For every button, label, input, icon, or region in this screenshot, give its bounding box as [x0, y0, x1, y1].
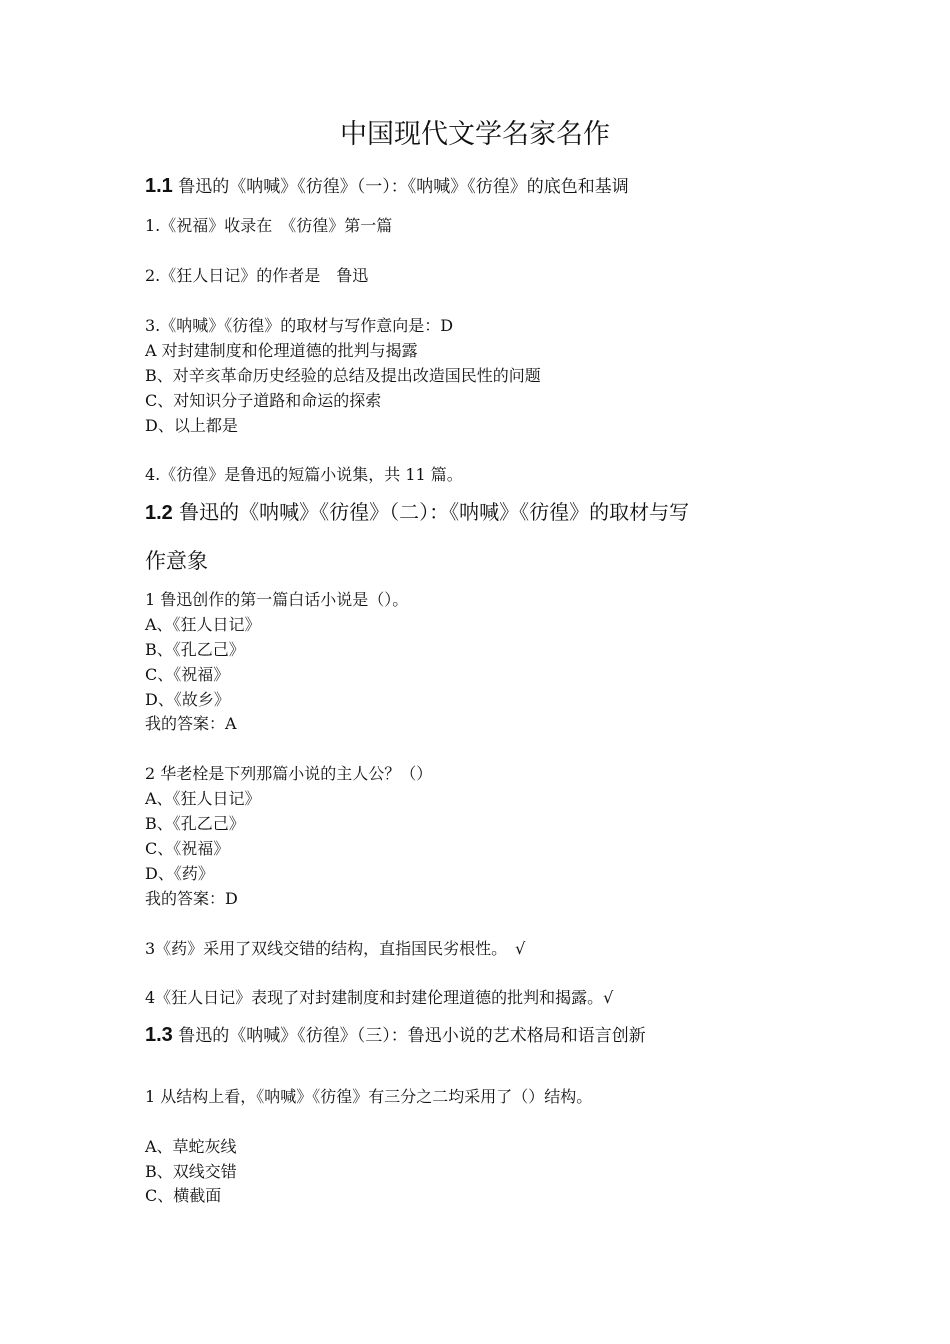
text-line: C、《祝福》: [145, 665, 230, 684]
text-line: 1.《祝福》收录在 《彷徨》第一篇: [145, 216, 393, 235]
section-title: 鲁迅的《呐喊》《彷徨》（三）：鲁迅小说的艺术格局和语言创新: [172, 1026, 646, 1046]
text-line: B、《孔乙己》: [145, 640, 245, 659]
text-line: B、双线交错: [145, 1162, 237, 1181]
section-heading-1-2: [145, 496, 689, 525]
section-title-continuation: 作意象: [145, 549, 208, 573]
section-title: 鲁迅的《呐喊》《彷徨》（一）：《呐喊》《彷徨》的底色和基调: [172, 177, 629, 197]
text-line: 4《狂人日记》表现了对封建制度和封建伦理道德的批判和揭露。√: [145, 988, 614, 1007]
text-line: B、对辛亥革命历史经验的总结及提出改造国民性的问题: [145, 366, 541, 385]
text-line: A、草蛇灰线: [145, 1137, 237, 1156]
text-line: 我的答案：A: [145, 714, 237, 733]
text-line: A、《狂人日记》: [145, 789, 261, 808]
text-line: C、对知识分子道路和命运的探索: [145, 391, 382, 410]
text-line: 1 从结构上看，《呐喊》《彷徨》有三分之二均采用了（）结构。: [145, 1087, 593, 1106]
text-line: D、《故乡》: [145, 690, 230, 709]
section-number: 1.3: [145, 1024, 173, 1046]
text-line: 1 鲁迅创作的第一篇白话小说是（）。: [145, 590, 409, 609]
text-line: 3《药》采用了双线交错的结构，直指国民劣根性。 √: [145, 939, 526, 958]
text-line: A 对封建制度和伦理道德的批判与揭露: [145, 341, 418, 360]
text-line: D、《药》: [145, 864, 214, 883]
text-line: C、《祝福》: [145, 839, 230, 858]
section-number: 1.1: [145, 175, 173, 197]
text-line: D、以上都是: [145, 416, 238, 435]
section-number: 1.2: [145, 502, 173, 524]
section-title: 鲁迅的《呐喊》《彷徨》（二）：《呐喊》《彷徨》的取材与写: [172, 500, 690, 524]
text-line: 4.《彷徨》是鲁迅的短篇小说集，共 11 篇。: [145, 465, 463, 484]
text-line: C、横截面: [145, 1186, 222, 1205]
section-heading-1-3: [145, 1021, 646, 1047]
document-title: 中国现代文学名家名作: [340, 119, 610, 150]
text-line: 3.《呐喊》《彷徨》的取材与写作意向是：D: [145, 316, 454, 335]
text-line: 我的答案：D: [145, 889, 238, 908]
text-line: 2 华老栓是下列那篇小说的主人公？（）: [145, 764, 433, 783]
text-line: 2.《狂人日记》的作者是 鲁迅: [145, 266, 369, 285]
section-heading-1-1: [145, 172, 629, 198]
text-line: A、《狂人日记》: [145, 615, 261, 634]
text-line: B、《孔乙己》: [145, 814, 245, 833]
